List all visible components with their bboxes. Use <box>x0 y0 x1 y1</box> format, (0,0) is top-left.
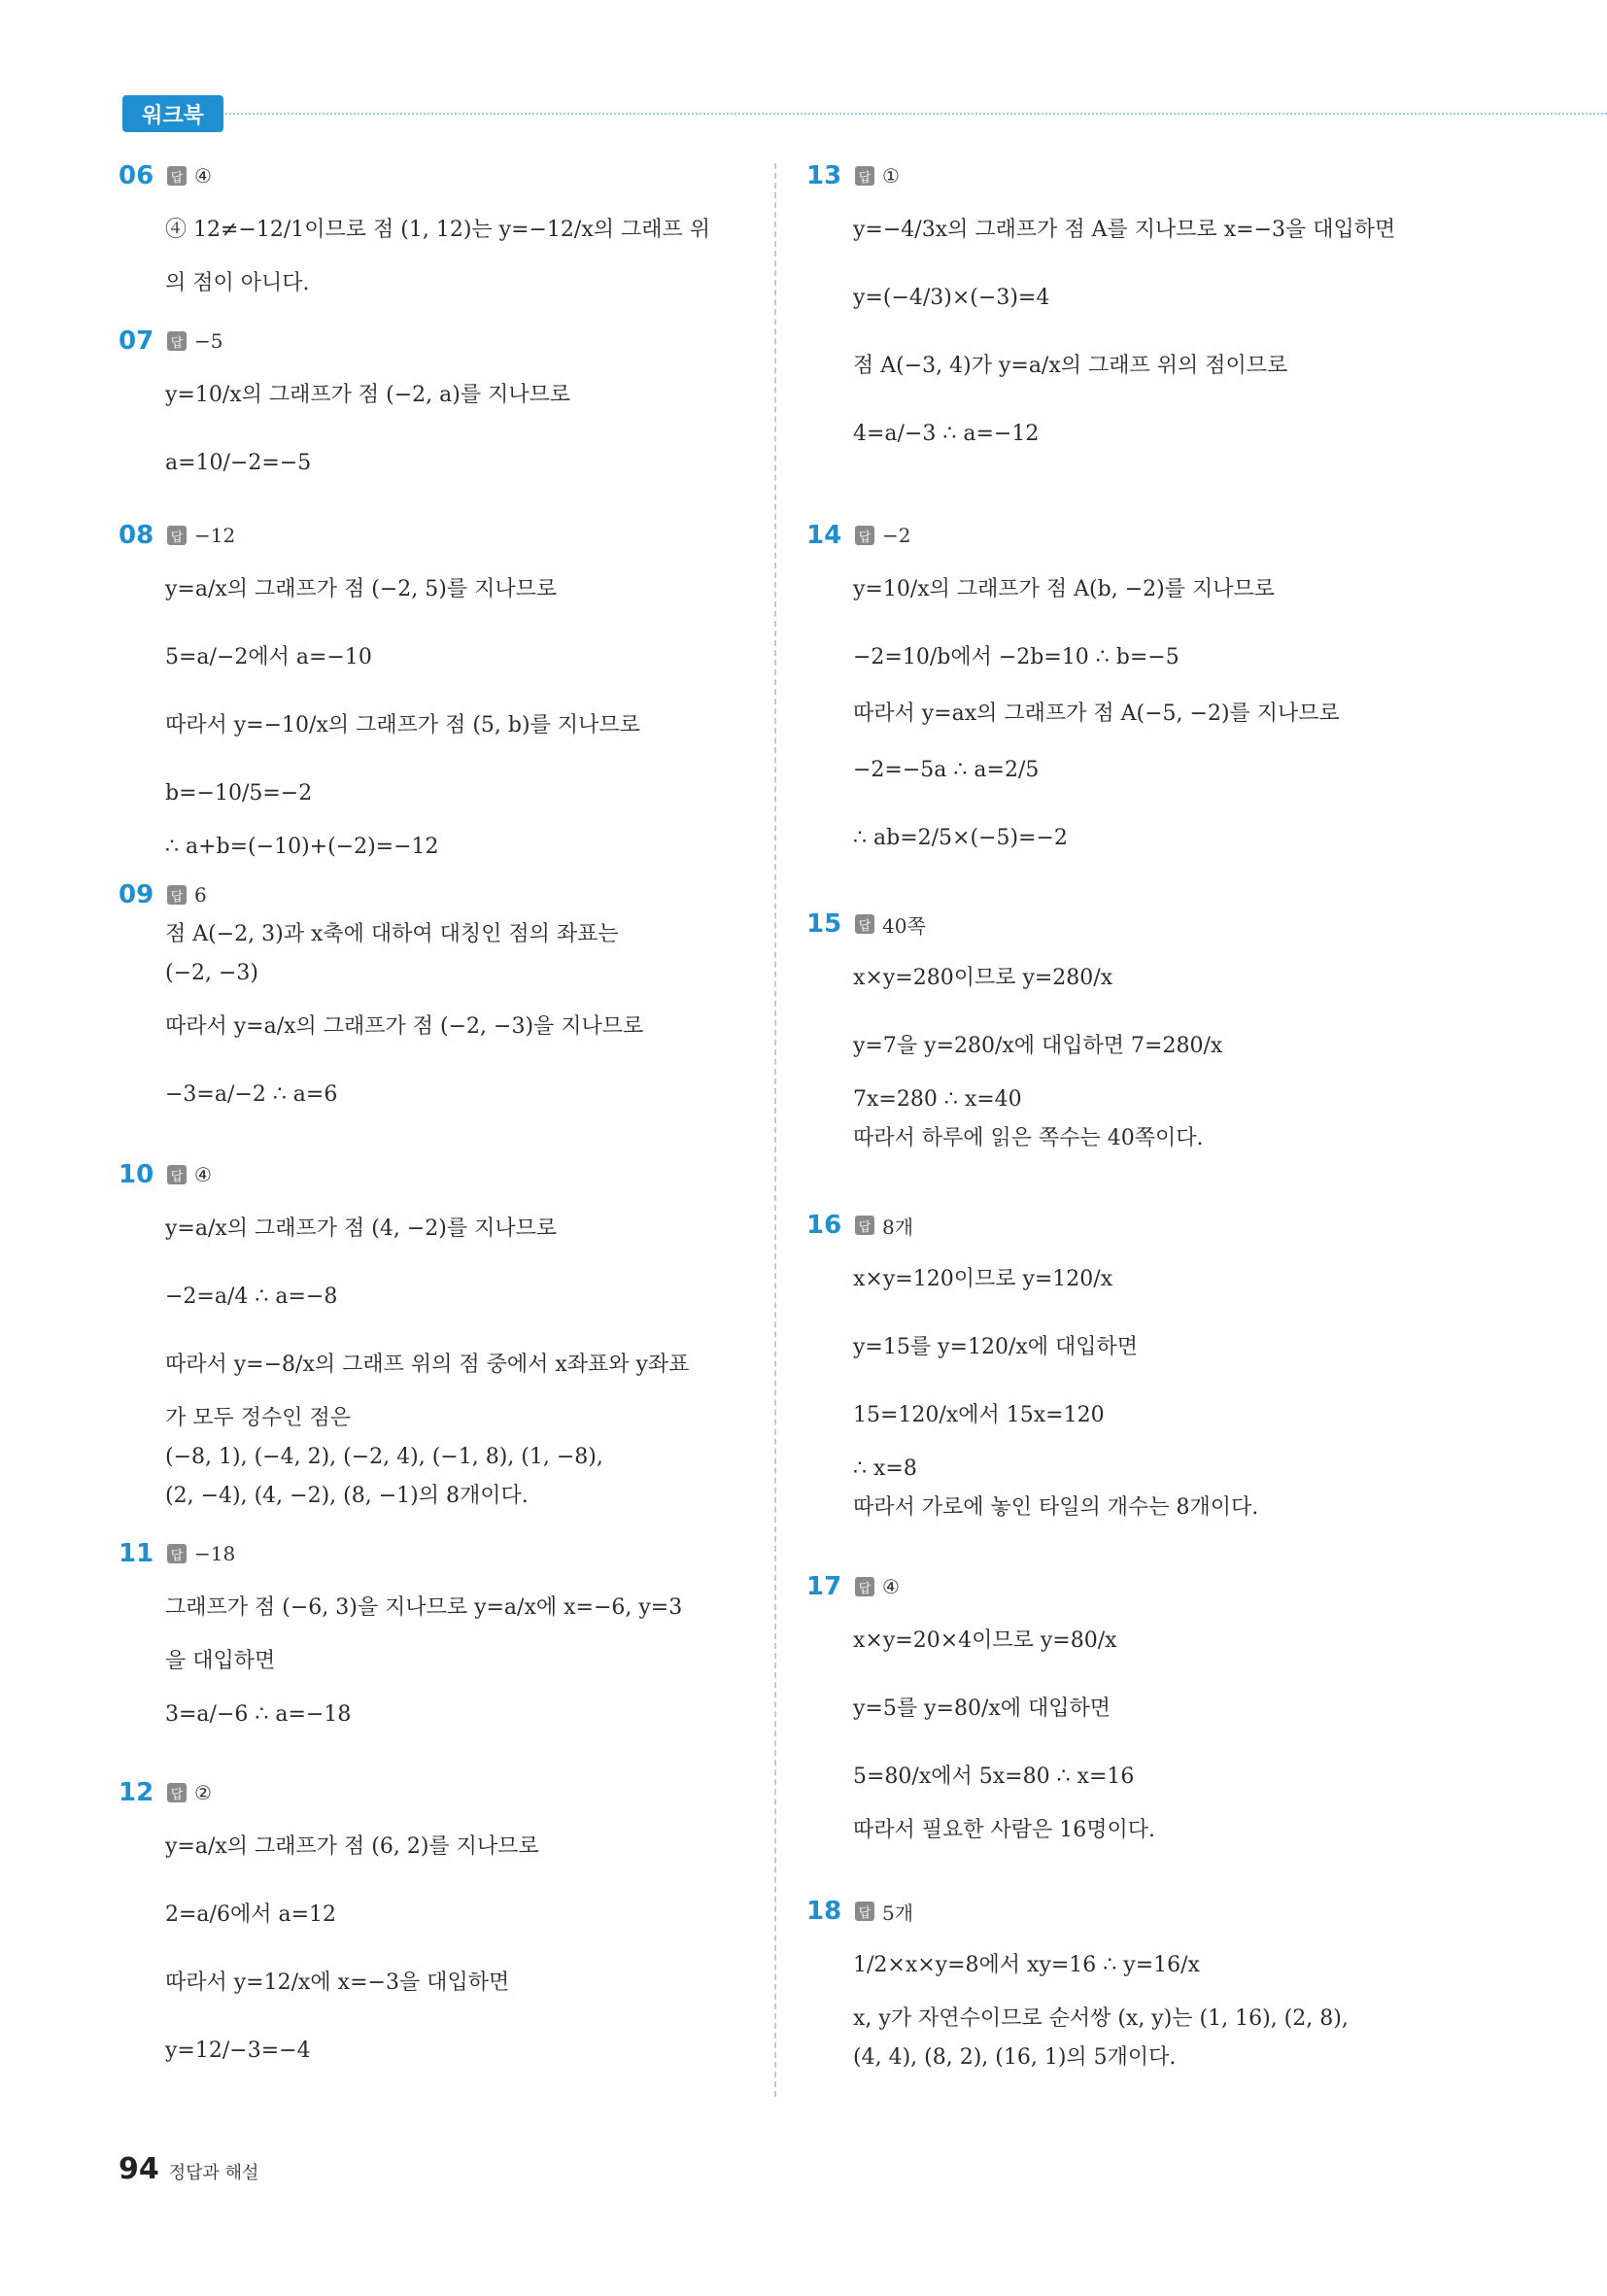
solution-line: −3=a/−2 ∴ a=6 <box>165 1082 338 1107</box>
problem-18 <box>806 1891 1448 2085</box>
answer-badge: 답 <box>855 526 874 545</box>
solution-line: (2, −4), (4, −2), (8, −1)의 8개이다. <box>165 1484 529 1508</box>
solution-line: y=7을 y=280/x에 대입하면 7=280/x <box>853 1034 1223 1058</box>
solution-line: 그래프가 점 (−6, 3)을 지나므로 y=a/x에 x=−6, y=3 <box>165 1595 683 1620</box>
answer-badge: 답 <box>167 1783 187 1802</box>
solution-line: (4, 4), (8, 2), (16, 1)의 5개이다. <box>853 2045 1177 2070</box>
solution-line: 따라서 가로에 놓인 타일의 개수는 8개이다. <box>853 1495 1259 1520</box>
solution-line: −2=a/4 ∴ a=−8 <box>165 1285 338 1309</box>
answer-badge: 답 <box>167 1544 187 1563</box>
solution-line: 점 A(−3, 4)가 y=a/x의 그래프 위의 점이므로 <box>853 354 1288 378</box>
solution-line: y=a/x의 그래프가 점 (6, 2)를 지나므로 <box>165 1834 539 1859</box>
problem-16 <box>806 1205 1448 1566</box>
problem-number: 10 <box>119 1160 154 1189</box>
answer-value: 40쪽 <box>882 913 926 938</box>
answer-badge: 답 <box>855 1216 874 1235</box>
footer <box>119 2152 258 2186</box>
solution-line: (−2, −3) <box>165 961 259 985</box>
answer-value: ① <box>882 164 900 188</box>
answer-badge: 답 <box>167 166 187 186</box>
problem-07 <box>119 321 740 515</box>
page-number: 94 <box>119 2152 159 2186</box>
answer-badge: 답 <box>855 1577 874 1596</box>
answer-value: −5 <box>194 329 223 353</box>
problem-number: 11 <box>119 1539 154 1568</box>
problem-number: 12 <box>119 1778 154 1807</box>
solution-line: 가 모두 정수인 점은 <box>165 1406 351 1430</box>
problem-13 <box>806 155 1448 515</box>
solution-line: −2=−5a ∴ a=2/5 <box>853 758 1040 782</box>
solution-line: y=a/x의 그래프가 점 (−2, 5)를 지나므로 <box>165 577 558 601</box>
column-divider <box>774 163 776 2097</box>
solution-line: y=15를 y=120/x에 대입하면 <box>853 1335 1139 1359</box>
solution-line: 따라서 y=−8/x의 그래프 위의 점 중에서 x좌표와 y좌표 <box>165 1353 690 1377</box>
answer-badge: 답 <box>167 1165 187 1184</box>
problem-number: 18 <box>806 1897 842 1926</box>
solution-line: ∴ a+b=(−10)+(−2)=−12 <box>165 835 439 859</box>
solution-line: y=10/x의 그래프가 점 (−2, a)를 지나므로 <box>165 383 571 407</box>
problem-number: 17 <box>806 1572 842 1601</box>
solution-line: 따라서 y=−10/x의 그래프가 점 (5, b)를 지나므로 <box>165 713 640 737</box>
answer-value: −12 <box>194 524 236 547</box>
solution-line: x×y=120이므로 y=120/x <box>853 1267 1113 1291</box>
solution-line: 을 대입하면 <box>165 1649 276 1673</box>
answer-badge: 답 <box>855 166 874 186</box>
problem-number: 08 <box>119 521 154 550</box>
solution-line: a=10/−2=−5 <box>165 451 312 475</box>
solution-line: 3=a/−6 ∴ a=−18 <box>165 1702 352 1727</box>
problem-11 <box>119 1533 740 1772</box>
solution-line: y=10/x의 그래프가 점 A(b, −2)를 지나므로 <box>853 577 1275 601</box>
right-column <box>806 155 1448 2085</box>
problem-15 <box>806 904 1448 1205</box>
answer-value: −18 <box>194 1542 236 1565</box>
answer-value: ④ <box>194 1163 212 1186</box>
answer-badge: 답 <box>167 885 187 905</box>
solution-line: 2=a/6에서 a=12 <box>165 1902 336 1927</box>
solution-line: y=a/x의 그래프가 점 (4, −2)를 지나므로 <box>165 1217 558 1241</box>
problem-number: 14 <box>806 521 842 550</box>
solution-line: ④ 12≠−12/1이므로 점 (1, 12)는 y=−12/x의 그래프 위 <box>165 218 710 242</box>
solution-line: 점 A(−2, 3)과 x축에 대하여 대칭인 점의 좌표는 <box>165 922 619 946</box>
problem-09 <box>119 874 740 1154</box>
solution-line: y=(−4/3)×(−3)=4 <box>853 286 1050 310</box>
answer-badge: 답 <box>855 914 874 934</box>
solution-line: y=−4/3x의 그래프가 점 A를 지나므로 x=−3을 대입하면 <box>853 218 1396 242</box>
answer-badge: 답 <box>167 331 187 351</box>
problem-number: 09 <box>119 880 154 909</box>
solution-line: −2=10/b에서 −2b=10 ∴ b=−5 <box>853 645 1180 669</box>
problem-number: 15 <box>806 909 842 939</box>
problem-number: 07 <box>119 326 154 356</box>
section-tab: 워크북 <box>122 95 223 132</box>
problem-14 <box>806 515 1448 904</box>
solution-line: 따라서 필요한 사람은 16명이다. <box>853 1818 1155 1842</box>
solution-line: b=−10/5=−2 <box>165 781 313 805</box>
solution-line: ∴ ab=2/5×(−5)=−2 <box>853 826 1068 850</box>
solution-line: 따라서 y=12/x에 x=−3을 대입하면 <box>165 1970 510 1995</box>
answer-value: 5개 <box>882 1901 914 1925</box>
solution-line: 4=a/−3 ∴ a=−12 <box>853 422 1040 446</box>
solution-line: y=5를 y=80/x에 대입하면 <box>853 1696 1111 1721</box>
solution-line: x×y=280이므로 y=280/x <box>853 966 1113 990</box>
solution-line: 따라서 하루에 읽은 쪽수는 40쪽이다. <box>853 1126 1204 1150</box>
solution-line: 1/2×x×y=8에서 xy=16 ∴ y=16/x <box>853 1953 1200 1977</box>
solution-line: 7x=280 ∴ x=40 <box>853 1087 1022 1112</box>
solution-line: 15=120/x에서 15x=120 <box>853 1403 1105 1427</box>
answer-value: 8개 <box>882 1215 914 1239</box>
solution-line: 따라서 y=a/x의 그래프가 점 (−2, −3)을 지나므로 <box>165 1014 644 1039</box>
problem-06 <box>119 155 740 321</box>
problem-17 <box>806 1566 1448 1891</box>
problem-08 <box>119 515 740 874</box>
solution-line: ∴ x=8 <box>853 1456 917 1481</box>
solution-line: (−8, 1), (−4, 2), (−2, 4), (−1, 8), (1, −8), <box>165 1445 603 1469</box>
solution-line: x, y가 자연수이므로 순서쌍 (x, y)는 (1, 16), (2, 8), <box>853 2006 1349 2031</box>
answer-value: 6 <box>194 883 207 907</box>
problem-12 <box>119 1772 740 2093</box>
solution-line: 5=a/−2에서 a=−10 <box>165 645 372 669</box>
solution-line: 의 점이 아니다. <box>165 271 310 295</box>
solution-line: x×y=20×4이므로 y=80/x <box>853 1628 1117 1653</box>
answer-badge: 답 <box>167 526 187 545</box>
header-divider <box>225 113 1607 115</box>
footer-section-label: 정답과 해설 <box>168 2163 259 2183</box>
answer-value: ④ <box>882 1575 900 1598</box>
solution-line: y=12/−3=−4 <box>165 2039 311 2063</box>
problem-number: 06 <box>119 161 154 190</box>
solution-line: 5=80/x에서 5x=80 ∴ x=16 <box>853 1765 1135 1789</box>
solution-line: 따라서 y=ax의 그래프가 점 A(−5, −2)를 지나므로 <box>853 702 1340 726</box>
answer-badge: 답 <box>855 1902 874 1921</box>
answer-value: −2 <box>882 524 911 547</box>
problem-number: 13 <box>806 161 842 190</box>
problem-10 <box>119 1154 740 1533</box>
problem-number: 16 <box>806 1211 842 1240</box>
answer-value: ④ <box>194 164 212 188</box>
answer-value: ② <box>194 1781 212 1804</box>
left-column <box>119 155 740 2093</box>
